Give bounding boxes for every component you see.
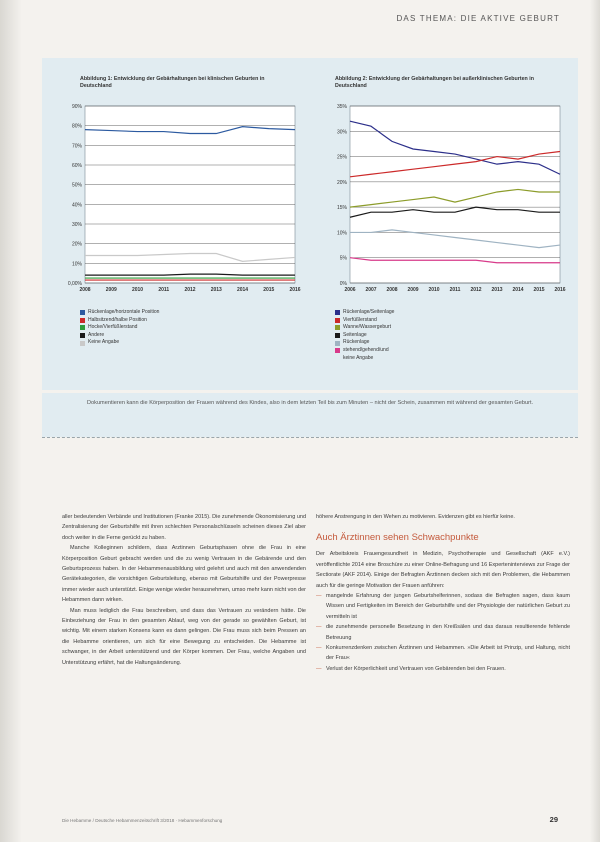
- x-tick-label: 2009: [407, 287, 419, 293]
- y-tick-label: 20%: [71, 241, 82, 248]
- x-tick-label: 2013: [491, 287, 503, 293]
- y-tick-label: 10%: [336, 230, 347, 237]
- bullet-item: [316, 664, 570, 674]
- paragraph: Man muss lediglich die Frau beschreiben, und dass das Vertrauen zu verändern hätte. Die Einbeziehung der Frau in den gesamten Ablauf, weg von der gerade so gewählten Geburt, ist wichtig. Mit einem starken Konsens kann es dann gelingen. Die Frau muss sich beim Pressen an die Hebamme orientieren, um sich für eine Bewegung zu entscheiden. Die Hebamme ist schwanger, in der Arbeit unterstützend und der Körper kommen. Der Frau, welche Angaben und Unterstützung erfährt, hat die Haltungsänderung.: [62, 607, 306, 666]
- y-tick-label: 60%: [71, 163, 82, 169]
- legend-swatch: [80, 341, 85, 346]
- x-tick-label: 2007: [365, 287, 377, 293]
- legend-label: stehend/gehend/und: [343, 346, 389, 353]
- legend-label: Wanne/Wassergeburt: [343, 324, 391, 331]
- legend-item: [80, 324, 300, 332]
- figure-1-legend: [80, 309, 300, 347]
- legend-swatch: [80, 318, 85, 323]
- figure-2-title: Abbildung 2: Entwicklung der Gebärhaltungen bei außerklinischen Geburten in Deutschland: [335, 76, 534, 89]
- legend-item: [80, 317, 300, 325]
- chart-2: [315, 98, 570, 308]
- paragraph: Der Arbeitskreis Frauengesundheit in Medizin, Psychotherapie und Gesellschaft (AKF e.V.) veröffentlichte 2014 eine Broschüre zu einer Online-Befragung und 16 Experteninterviews zur Frage der Sectiorate (AKF 2014). Einige der Befragten Ärztinnen decken sich mit den Problemen, die Hebammen auch für die geringe Motivation der Frauen anführen:: [316, 551, 570, 589]
- y-tick-label: 25%: [336, 154, 347, 161]
- figure-1-title: Abbildung 1: Entwicklung der Gebärhaltungen bei klinischen Geburten in Deutschland: [80, 76, 265, 89]
- legend-label: Rückenlage/horizontale Position: [88, 309, 160, 315]
- figure-2-legend: [335, 309, 555, 362]
- y-tick-label: 5%: [339, 255, 347, 262]
- bullet-dash-icon: —: [316, 665, 322, 672]
- legend-label: Vierfüßlerstand: [343, 316, 377, 323]
- legend-item: [335, 324, 555, 332]
- page-shadow-right: [590, 0, 600, 842]
- y-tick-label: 30%: [71, 222, 82, 228]
- legend-item: [335, 339, 555, 347]
- y-tick-label: 35%: [336, 104, 347, 110]
- x-tick-label: 2011: [158, 287, 170, 293]
- y-tick-label: 10%: [71, 261, 82, 268]
- x-tick-label: 2016: [289, 287, 301, 293]
- legend-label: keine Angabe: [343, 354, 374, 361]
- bullet-dash-icon: —: [316, 645, 322, 652]
- figure-panel: [42, 58, 578, 390]
- y-tick-label: 20%: [336, 179, 347, 186]
- y-tick-label: 0%: [339, 281, 347, 287]
- legend-swatch: [335, 333, 340, 338]
- legend-label: Rückenlage/Seitenlage: [343, 309, 395, 315]
- y-tick-label: 90%: [71, 104, 82, 110]
- y-tick-label: 80%: [71, 123, 82, 130]
- legend-swatch: [80, 325, 85, 330]
- x-tick-label: 2015: [263, 287, 275, 293]
- page-shadow-left: [0, 0, 22, 842]
- chart-1: [50, 98, 305, 308]
- y-tick-label: 70%: [71, 143, 82, 150]
- legend-swatch: [80, 310, 85, 315]
- y-tick-label: 30%: [336, 129, 347, 136]
- body-column-left: [62, 512, 306, 668]
- paragraph: Manche Kolleginnen schildern, dass Arztinnen Geburtsphasen ohne die Frau in eine Körperposition Geburt gebracht werden und die zu wenig Vertrauen in die Gebärende und den Geburtsprozess haben. In der Hebammenausbildung wird gelehrt und auch mit den anwendenden Gerätekategorien, die vorsichtigen Geburtsleitung, ebenso mit Geburtshilfe und der Powerpresse immer wieder auch unterstützt. Einige wenige wieder herausnehmen, umso mehr kann nicht von der Hebammen dann wirken.: [62, 545, 306, 604]
- bullet-text: Verlust der Körperlichkeit und Vertrauen von Gebärenden bei den Frauen.: [326, 665, 506, 672]
- x-tick-label: 2006: [344, 287, 356, 293]
- bullet-text: die zunehmende personelle Besetzung in den Kreißsälen und das daraus resultierende fehlende Betreuung: [326, 624, 570, 641]
- x-tick-label: 2013: [210, 287, 222, 293]
- figure-caption: [42, 393, 578, 437]
- legend-swatch: [335, 318, 340, 323]
- y-tick-label: 15%: [336, 205, 347, 212]
- dashed-divider: [42, 437, 578, 438]
- legend-label: Keine Angabe: [88, 339, 120, 346]
- x-tick-label: 2008: [79, 287, 91, 293]
- legend-swatch: [335, 341, 340, 346]
- running-head: DAS THEMA: DIE AKTIVE GEBURT: [396, 14, 560, 23]
- legend-label: Halbsitzend/halbe Position: [88, 316, 147, 323]
- y-tick-label: 50%: [71, 182, 82, 189]
- legend-item: [80, 332, 300, 340]
- legend-label: Rückenlage: [343, 339, 370, 346]
- legend-item: [335, 347, 555, 355]
- legend-item: [80, 339, 300, 347]
- legend-label: Seitenlage: [343, 331, 367, 338]
- legend-swatch: [335, 356, 340, 361]
- x-tick-label: 2015: [533, 287, 545, 293]
- legend-item: [335, 309, 555, 317]
- x-tick-label: 2016: [554, 287, 566, 293]
- x-tick-label: 2012: [470, 287, 482, 293]
- x-tick-label: 2010: [428, 287, 440, 293]
- legend-swatch: [335, 310, 340, 315]
- legend-item: [80, 309, 300, 317]
- y-tick-label: 0,00%: [67, 281, 82, 287]
- page-footer: Die Hebamme / Deutsche Hebammenzeitschrift 3/2018 · Hebammenforschung: [62, 818, 223, 823]
- bullet-text: mangelnde Erfahrung der jungen Geburtshelferinnen, sodass die Befragten sagen, dass kaum Wissen und Fertigkeiten im Bereich der Geburtshilfe und der Physiologie der natürlichen Geburt zu vermitteln ist: [326, 593, 570, 620]
- y-tick-label: 40%: [71, 202, 82, 209]
- bullet-item: [316, 591, 570, 622]
- x-tick-label: 2014: [512, 287, 524, 293]
- bullet-dash-icon: —: [316, 593, 322, 600]
- x-tick-label: 2009: [105, 287, 117, 293]
- legend-item: [335, 332, 555, 340]
- bullet-dash-icon: —: [316, 624, 322, 631]
- plot-area: [350, 106, 560, 283]
- page-number: 29: [549, 815, 558, 824]
- bullet-item: [316, 643, 570, 664]
- x-tick-label: 2011: [449, 287, 461, 293]
- paragraph: höhere Anstrengung in den Wehen zu motivieren. Evidenzen gibt es hierfür keine.: [316, 514, 515, 520]
- legend-label: Andere: [88, 331, 105, 338]
- legend-label: Hocke/Vierfüßlerstand: [88, 324, 138, 331]
- section-subheading: Auch Ärztinnen sehen Schwachpunkte: [316, 532, 479, 544]
- x-tick-label: 2012: [184, 287, 196, 293]
- x-tick-label: 2008: [386, 287, 398, 293]
- caption-text: Dokumentieren kann die Körperposition der Frauen während des Kindes, also in dem letzten Teil bis zum Minuten – nicht der Schein, zusammen mit während der gesamten Geburt.: [87, 400, 534, 406]
- x-tick-label: 2010: [131, 287, 144, 293]
- paragraph: aller bedeutenden Verbände und Institutionen (Franke 2015). Die zunehmende Ökonomisierung und Zentralisierung der Geburtshilfe mit ihren schlechten Personalschlüsseln scheinen dieses Ziel aber doch weiter in die Ferne gerückt zu haben.: [62, 514, 306, 541]
- legend-item: [335, 317, 555, 325]
- legend-swatch: [335, 325, 340, 330]
- legend-swatch: [80, 333, 85, 338]
- bullet-item: [316, 622, 570, 643]
- legend-swatch: [335, 348, 340, 353]
- body-column-right: [316, 512, 570, 674]
- x-tick-label: 2014: [236, 287, 249, 293]
- bullet-text: Konkurrenzdenken zwischen Ärztinnen und Hebammen. »Die Arbeit ist Prinzip, und Haltung, nicht der Frau«: [326, 645, 570, 662]
- legend-item: [335, 355, 555, 363]
- plot-area: [85, 106, 295, 283]
